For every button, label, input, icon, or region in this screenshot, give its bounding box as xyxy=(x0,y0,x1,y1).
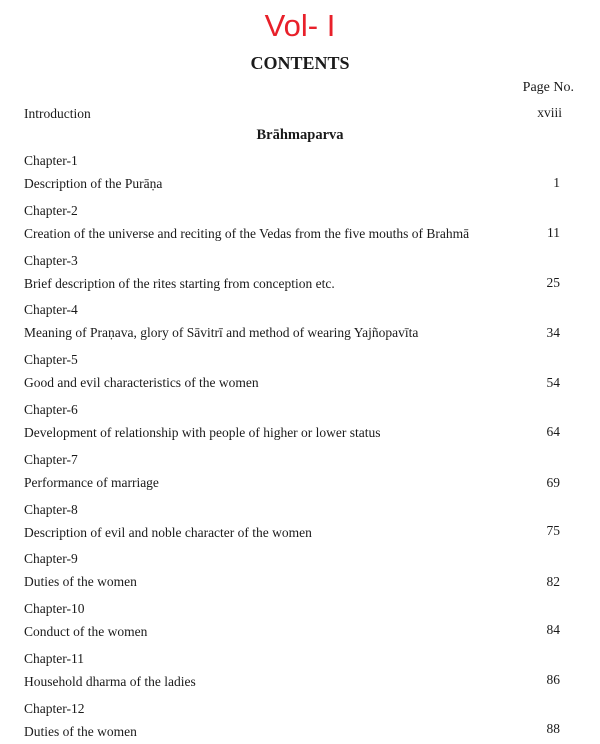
chapter-label: Chapter-7 xyxy=(24,452,78,467)
chapter-page-number: 1 xyxy=(553,175,560,190)
chapter-page-number: 25 xyxy=(546,275,560,290)
chapter-page-number: 69 xyxy=(546,475,560,490)
chapter-title: Development of relationship with people of higher or lower status xyxy=(24,425,381,440)
chapter-label: Chapter-4 xyxy=(24,302,78,317)
chapter-page-number: 75 xyxy=(546,523,560,538)
section-title: Brāhmaparva xyxy=(256,127,344,143)
chapter-page-number: 84 xyxy=(546,622,560,637)
chapter-label: Chapter-11 xyxy=(24,651,84,666)
contents-heading: CONTENTS xyxy=(250,53,350,73)
chapter-label: Chapter-12 xyxy=(24,701,85,716)
introduction-page: xviii xyxy=(537,105,562,120)
chapter-label: Chapter-2 xyxy=(24,203,78,218)
chapter-label: Chapter-9 xyxy=(24,551,78,566)
chapter-label: Chapter-3 xyxy=(24,253,78,268)
chapter-title: Conduct of the women xyxy=(24,624,148,639)
chapter-title: Description of evil and noble character of the women xyxy=(24,525,312,540)
chapter-page-number: 64 xyxy=(546,424,560,439)
chapter-title: Description of the Purāṇa xyxy=(24,176,163,191)
chapter-page-number: 34 xyxy=(546,325,560,340)
introduction-label: Introduction xyxy=(24,106,91,121)
chapter-label: Chapter-10 xyxy=(24,601,85,616)
chapter-title: Creation of the universe and reciting of the Vedas from the five mouths of Brahmā xyxy=(24,226,470,241)
chapter-page-number: 86 xyxy=(546,672,560,687)
chapter-label: Chapter-6 xyxy=(24,402,78,417)
chapter-title: Good and evil characteristics of the women xyxy=(24,375,259,390)
chapter-title: Household dharma of the ladies xyxy=(24,674,196,689)
chapter-page-number: 11 xyxy=(547,225,560,240)
chapter-page-number: 82 xyxy=(546,574,560,589)
chapter-title: Duties of the women xyxy=(24,724,137,739)
chapter-page-number: 54 xyxy=(546,375,560,390)
chapter-title: Brief description of the rites starting from conception etc. xyxy=(24,276,335,291)
chapter-title: Meaning of Praṇava, glory of Sāvitrī and method of wearing Yajñopavīta xyxy=(24,325,419,340)
chapter-label: Chapter-1 xyxy=(24,153,78,168)
chapter-label: Chapter-5 xyxy=(24,352,78,367)
chapter-title: Performance of marriage xyxy=(24,475,159,490)
chapter-label: Chapter-8 xyxy=(24,502,78,517)
page-no-header: Page No. xyxy=(522,80,574,95)
chapter-title: Duties of the women xyxy=(24,574,137,589)
volume-title: Vol- I xyxy=(264,8,336,43)
chapter-page-number: 88 xyxy=(546,721,560,736)
